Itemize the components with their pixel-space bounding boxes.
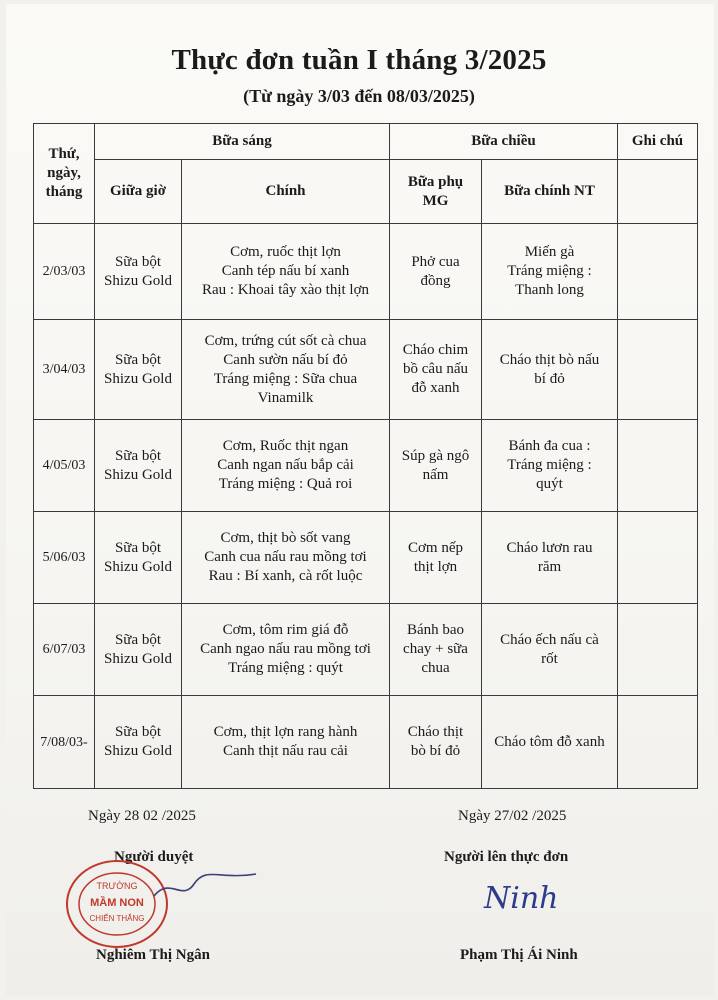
header-main-meal: Chính — [182, 160, 390, 224]
row-nt: Miến gà Tráng miệng : Thanh long — [482, 224, 618, 320]
header-note-empty — [618, 160, 698, 224]
svg-text:MẦM NON: MẦM NON — [90, 897, 144, 909]
row-main: Cơm, Ruốc thịt ngan Canh ngan nấu bắp cải Tráng miệng : Quả roi — [182, 420, 390, 512]
author-name: Phạm Thị Ái Ninh — [460, 947, 578, 963]
row-nt: Cháo lươn rau răm — [482, 512, 618, 604]
table-row — [34, 512, 698, 604]
approver-name: Nghiêm Thị Ngân — [96, 947, 210, 963]
row-side: Phở cua đồng — [390, 224, 482, 320]
row-side: Bánh bao chay + sữa chua — [390, 604, 482, 696]
svg-text:CHIẾN THẮNG: CHIẾN THẮNG — [89, 914, 145, 923]
author-role: Người lên thực đơn — [444, 849, 569, 865]
row-mid: Sữa bột Shizu Gold — [95, 320, 182, 420]
table-row — [34, 224, 698, 320]
row-note — [618, 224, 698, 320]
row-nt: Cháo thịt bò nấu bí đỏ — [482, 320, 618, 420]
row-main: Cơm, tôm rim giá đỗ Canh ngao nấu rau mồng tơi Tráng miệng : quýt — [182, 604, 390, 696]
table-row — [34, 696, 698, 789]
row-main: Cơm, ruốc thịt lợn Canh tép nấu bí xanh Rau : Khoai tây xào thịt lợn — [182, 224, 390, 320]
row-main: Cơm, thịt bò sốt vang Canh cua nấu rau mồng tơi Rau : Bí xanh, cà rốt luộc — [182, 512, 390, 604]
table-row — [34, 420, 698, 512]
header-mid-meal: Giữa giờ — [95, 160, 182, 224]
document-subtitle: (Từ ngày 3/03 đến 08/03/2025) — [243, 86, 475, 106]
row-side: Cơm nếp thịt lợn — [390, 512, 482, 604]
row-date: 4/05/03 — [34, 420, 95, 512]
row-date: 5/06/03 — [34, 512, 95, 604]
row-note — [618, 320, 698, 420]
row-mid: Sữa bột Shizu Gold — [95, 696, 182, 789]
row-side: Cháo chim bồ câu nấu đỗ xanh — [390, 320, 482, 420]
row-note — [618, 604, 698, 696]
row-side: Súp gà ngô nấm — [390, 420, 482, 512]
author-signature — [480, 878, 560, 918]
row-nt: Cháo tôm đỗ xanh — [482, 696, 618, 789]
header-side-mg: Bữa phụ MG — [390, 160, 482, 224]
row-mid: Sữa bột Shizu Gold — [95, 420, 182, 512]
header-day: Thứ, ngày, tháng — [34, 124, 95, 224]
row-nt: Bánh đa cua : Tráng miệng : quýt — [482, 420, 618, 512]
document-title: Thực đơn tuần I tháng 3/2025 — [171, 44, 547, 76]
approver-signature — [150, 868, 260, 908]
menu-rows — [34, 224, 698, 789]
row-mid: Sữa bột Shizu Gold — [95, 224, 182, 320]
row-note — [618, 696, 698, 789]
table-row — [34, 604, 698, 696]
approver-role: Người duyệt — [114, 849, 194, 865]
row-mid: Sữa bột Shizu Gold — [95, 512, 182, 604]
table-row — [34, 320, 698, 420]
svg-text:TRƯỜNG: TRƯỜNG — [96, 881, 138, 891]
row-side: Cháo thịt bò bí đỏ — [390, 696, 482, 789]
row-date: 3/04/03 — [34, 320, 95, 420]
row-main: Cơm, trứng cút sốt cà chua Canh sườn nấu bí đỏ Tráng miệng : Sữa chua Vinamilk — [182, 320, 390, 420]
approver-date: Ngày 28 02 /2025 — [88, 808, 196, 824]
row-note — [618, 512, 698, 604]
header-main-nt: Bữa chính NT — [482, 160, 618, 224]
row-date: 6/07/03 — [34, 604, 95, 696]
row-note — [618, 420, 698, 512]
svg-text:Ninh: Ninh — [484, 881, 559, 916]
header-breakfast: Bữa sáng — [95, 124, 390, 160]
row-date: 2/03/03 — [34, 224, 95, 320]
row-nt: Cháo ếch nấu cà rốt — [482, 604, 618, 696]
row-date: 7/08/03- — [34, 696, 95, 789]
header-afternoon: Bữa chiều — [390, 124, 618, 160]
author-date: Ngày 27/02 /2025 — [458, 808, 567, 824]
weekly-menu-table — [33, 123, 698, 789]
row-mid: Sữa bột Shizu Gold — [95, 604, 182, 696]
row-main: Cơm, thịt lợn rang hành Canh thịt nấu rau cải — [182, 696, 390, 789]
header-note: Ghi chú — [618, 124, 698, 160]
